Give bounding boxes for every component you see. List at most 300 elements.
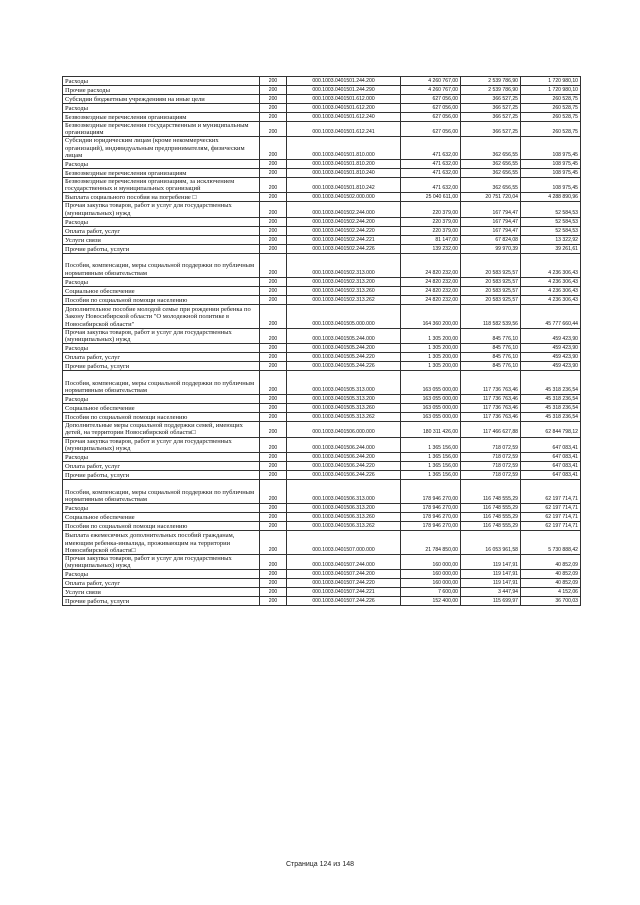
row-executed-cell: 362 656,55 [461, 160, 521, 169]
row-kv-cell: 200 [260, 95, 287, 104]
table-row [63, 178, 581, 193]
row-kv-cell: 200 [260, 462, 287, 471]
row-remaining-cell: 4 152,06 [521, 588, 581, 597]
row-executed-cell: 117 736 763,46 [461, 371, 521, 395]
row-code-cell: 000.1003.0401506.244.200 [287, 453, 401, 462]
row-assigned-cell: 4 260 767,00 [401, 86, 461, 95]
row-executed-cell: 718 072,59 [461, 462, 521, 471]
row-kv-cell: 200 [260, 362, 287, 371]
row-assigned-cell: 1 305 200,00 [401, 344, 461, 353]
row-assigned-cell: 471 632,00 [401, 169, 461, 178]
row-assigned-cell: 178 946 270,00 [401, 513, 461, 522]
row-executed-cell: 99 970,39 [461, 244, 521, 253]
row-assigned-cell: 220 379,00 [401, 217, 461, 226]
row-code-cell: 000.1003.0401505.244.200 [287, 344, 401, 353]
row-remaining-cell: 62 197 714,71 [521, 480, 581, 504]
row-assigned-cell: 471 632,00 [401, 137, 461, 160]
table-row [63, 504, 581, 513]
row-assigned-cell: 160 000,00 [401, 555, 461, 570]
row-name-cell: Услуги связи [63, 588, 260, 597]
row-code-cell: 000.1003.0401501.810.200 [287, 160, 401, 169]
row-kv-cell: 200 [260, 178, 287, 193]
row-executed-cell: 20 751 720,04 [461, 193, 521, 202]
row-executed-cell: 362 656,55 [461, 137, 521, 160]
row-remaining-cell: 108 975,45 [521, 169, 581, 178]
row-kv-cell: 200 [260, 295, 287, 304]
row-name-cell: Социальное обеспечение [63, 404, 260, 413]
row-kv-cell: 200 [260, 244, 287, 253]
row-remaining-cell: 52 584,53 [521, 217, 581, 226]
row-name-cell: Расходы [63, 395, 260, 404]
row-remaining-cell: 45 318 236,54 [521, 371, 581, 395]
row-name-cell: Расходы [63, 217, 260, 226]
row-executed-cell: 2 539 786,90 [461, 77, 521, 86]
row-code-cell: 000.1003.0401507.244.221 [287, 588, 401, 597]
row-executed-cell: 2 539 786,90 [461, 86, 521, 95]
table-row [63, 570, 581, 579]
row-remaining-cell: 45 318 236,54 [521, 404, 581, 413]
row-executed-cell: 20 583 925,57 [461, 295, 521, 304]
row-kv-cell: 200 [260, 531, 287, 555]
table-row [63, 362, 581, 371]
row-code-cell: 000.1003.0401501.810.240 [287, 169, 401, 178]
row-remaining-cell: 647 083,41 [521, 453, 581, 462]
row-executed-cell: 718 072,59 [461, 453, 521, 462]
row-executed-cell: 119 147,91 [461, 555, 521, 570]
row-kv-cell: 200 [260, 304, 287, 328]
row-assigned-cell: 178 946 270,00 [401, 504, 461, 513]
row-code-cell: 000.1003.0401505.244.226 [287, 362, 401, 371]
row-assigned-cell: 471 632,00 [401, 178, 461, 193]
table-row [63, 513, 581, 522]
table-row [63, 413, 581, 422]
table-row [63, 122, 581, 137]
row-name-cell: Безвозмездные перечисления организациям [63, 169, 260, 178]
row-assigned-cell: 627 056,00 [401, 113, 461, 122]
row-kv-cell: 200 [260, 353, 287, 362]
row-executed-cell: 718 072,59 [461, 437, 521, 452]
row-executed-cell: 116 748 555,29 [461, 504, 521, 513]
row-executed-cell: 16 053 961,58 [461, 531, 521, 555]
row-code-cell: 000.1003.0401502.000.000 [287, 193, 401, 202]
table-row [63, 95, 581, 104]
row-remaining-cell: 40 852,09 [521, 555, 581, 570]
row-executed-cell: 116 748 555,29 [461, 522, 521, 531]
table-row [63, 422, 581, 437]
row-kv-cell: 200 [260, 77, 287, 86]
row-executed-cell: 67 824,08 [461, 235, 521, 244]
row-executed-cell: 119 147,91 [461, 579, 521, 588]
row-remaining-cell: 4 236 306,43 [521, 277, 581, 286]
row-assigned-cell: 160 000,00 [401, 579, 461, 588]
page-number: Страница 124 из 148 [285, 861, 355, 868]
row-executed-cell: 117 736 763,46 [461, 395, 521, 404]
row-remaining-cell: 52 584,53 [521, 226, 581, 235]
row-remaining-cell: 260 528,75 [521, 104, 581, 113]
row-remaining-cell: 13 322,92 [521, 235, 581, 244]
table-row [63, 226, 581, 235]
row-executed-cell: 20 583 925,57 [461, 277, 521, 286]
row-name-cell: Пособия, компенсации, меры социальной поддержки по публичным нормативным обязательствам [63, 371, 260, 395]
report-page [62, 76, 580, 606]
table-row [63, 104, 581, 113]
row-code-cell: 000.1003.0401501.244.200 [287, 77, 401, 86]
row-code-cell: 000.1003.0401506.313.200 [287, 504, 401, 513]
row-assigned-cell: 1 365 156,00 [401, 453, 461, 462]
row-kv-cell: 200 [260, 277, 287, 286]
table-row [63, 344, 581, 353]
row-remaining-cell: 647 083,41 [521, 471, 581, 480]
row-executed-cell: 20 583 925,57 [461, 253, 521, 277]
row-executed-cell: 167 794,47 [461, 226, 521, 235]
row-remaining-cell: 459 423,90 [521, 362, 581, 371]
row-kv-cell: 200 [260, 235, 287, 244]
row-kv-cell: 200 [260, 395, 287, 404]
row-remaining-cell: 260 528,75 [521, 122, 581, 137]
row-assigned-cell: 24 820 232,00 [401, 253, 461, 277]
row-assigned-cell: 152 400,00 [401, 597, 461, 606]
row-assigned-cell: 24 820 232,00 [401, 295, 461, 304]
row-name-cell: Прочие работы, услуги [63, 471, 260, 480]
row-kv-cell: 200 [260, 413, 287, 422]
table-row [63, 579, 581, 588]
row-code-cell: 000.1003.0401505.313.200 [287, 395, 401, 404]
row-assigned-cell: 1 365 156,00 [401, 471, 461, 480]
row-kv-cell: 200 [260, 453, 287, 462]
row-name-cell: Расходы [63, 77, 260, 86]
table-row [63, 404, 581, 413]
row-code-cell: 000.1003.0401502.244.200 [287, 217, 401, 226]
row-remaining-cell: 1 720 980,10 [521, 86, 581, 95]
row-remaining-cell: 4 236 306,43 [521, 286, 581, 295]
row-assigned-cell: 24 820 232,00 [401, 277, 461, 286]
row-remaining-cell: 52 584,53 [521, 202, 581, 217]
table-row [63, 371, 581, 395]
row-executed-cell: 115 699,97 [461, 597, 521, 606]
row-kv-cell: 200 [260, 104, 287, 113]
row-assigned-cell: 627 056,00 [401, 104, 461, 113]
row-kv-cell: 200 [260, 217, 287, 226]
table-row [63, 137, 581, 160]
row-remaining-cell: 45 777 660,44 [521, 304, 581, 328]
row-code-cell: 000.1003.0401507.244.000 [287, 555, 401, 570]
row-code-cell: 000.1003.0401506.244.226 [287, 471, 401, 480]
table-row [63, 160, 581, 169]
row-code-cell: 000.1003.0401502.244.226 [287, 244, 401, 253]
row-remaining-cell: 647 083,41 [521, 462, 581, 471]
row-kv-cell: 200 [260, 504, 287, 513]
table-row [63, 193, 581, 202]
row-code-cell: 000.1003.0401505.000.000 [287, 304, 401, 328]
row-remaining-cell: 4 288 890,96 [521, 193, 581, 202]
row-kv-cell: 200 [260, 344, 287, 353]
row-executed-cell: 362 656,55 [461, 178, 521, 193]
table-row [63, 480, 581, 504]
row-executed-cell: 845 776,10 [461, 362, 521, 371]
row-kv-cell: 200 [260, 513, 287, 522]
row-remaining-cell: 108 975,45 [521, 178, 581, 193]
row-kv-cell: 200 [260, 570, 287, 579]
row-kv-cell: 200 [260, 253, 287, 277]
row-name-cell: Выплата ежемесячных дополнительных пособий гражданам, имеющим ребенка-инвалида, проживающим на территории Новосибирской области□ [63, 531, 260, 555]
row-executed-cell: 118 582 539,56 [461, 304, 521, 328]
row-name-cell: Безвозмездные перечисления организациям, за исключением государственных и муниципальных организаций [63, 178, 260, 193]
row-code-cell: 000.1003.0401501.810.000 [287, 137, 401, 160]
row-name-cell: Дополнительное пособие молодой семье при рождении ребенка по Закону Новосибирской области "О молодежной политике в Новосибирской области" [63, 304, 260, 328]
row-kv-cell: 200 [260, 588, 287, 597]
row-name-cell: Безвозмездные перечисления организациям [63, 113, 260, 122]
row-remaining-cell: 62 197 714,71 [521, 522, 581, 531]
table-row [63, 453, 581, 462]
row-name-cell: Прочие расходы [63, 86, 260, 95]
row-name-cell: Расходы [63, 160, 260, 169]
table-row [63, 462, 581, 471]
row-executed-cell: 117 736 763,46 [461, 413, 521, 422]
row-kv-cell: 200 [260, 404, 287, 413]
row-kv-cell: 200 [260, 113, 287, 122]
row-remaining-cell: 459 423,90 [521, 353, 581, 362]
row-assigned-cell: 24 820 232,00 [401, 286, 461, 295]
table-row [63, 304, 581, 328]
row-code-cell: 000.1003.0401505.244.220 [287, 353, 401, 362]
row-remaining-cell: 62 197 714,71 [521, 513, 581, 522]
row-kv-cell: 200 [260, 160, 287, 169]
table-row [63, 522, 581, 531]
row-executed-cell: 116 748 555,29 [461, 480, 521, 504]
row-name-cell: Расходы [63, 570, 260, 579]
row-name-cell: Пособия по социальной помощи населению [63, 522, 260, 531]
row-code-cell: 000.1003.0401501.244.290 [287, 86, 401, 95]
row-assigned-cell: 81 147,00 [401, 235, 461, 244]
row-code-cell: 000.1003.0401502.244.000 [287, 202, 401, 217]
table-row [63, 588, 581, 597]
row-executed-cell: 366 527,25 [461, 104, 521, 113]
row-assigned-cell: 627 056,00 [401, 122, 461, 137]
row-name-cell: Выплата социального пособия на погребение □ [63, 193, 260, 202]
row-assigned-cell: 25 040 611,00 [401, 193, 461, 202]
table-row [63, 437, 581, 452]
row-assigned-cell: 4 260 767,00 [401, 77, 461, 86]
row-kv-cell: 200 [260, 137, 287, 160]
table-row [63, 202, 581, 217]
row-assigned-cell: 180 311 426,00 [401, 422, 461, 437]
row-kv-cell: 200 [260, 579, 287, 588]
row-name-cell: Пособия, компенсации, меры социальной поддержки по публичным нормативным обязательствам [63, 253, 260, 277]
row-remaining-cell: 459 423,90 [521, 328, 581, 343]
row-code-cell: 000.1003.0401501.612.240 [287, 113, 401, 122]
row-kv-cell: 200 [260, 286, 287, 295]
row-kv-cell: 200 [260, 202, 287, 217]
row-remaining-cell: 62 844 798,12 [521, 422, 581, 437]
row-remaining-cell: 647 083,41 [521, 437, 581, 452]
table-row [63, 253, 581, 277]
row-code-cell: 000.1003.0401505.244.000 [287, 328, 401, 343]
row-executed-cell: 845 776,10 [461, 353, 521, 362]
row-code-cell: 000.1003.0401506.313.000 [287, 480, 401, 504]
row-remaining-cell: 5 730 888,42 [521, 531, 581, 555]
row-assigned-cell: 139 232,00 [401, 244, 461, 253]
row-assigned-cell: 21 784 850,00 [401, 531, 461, 555]
row-remaining-cell: 1 720 980,10 [521, 77, 581, 86]
row-remaining-cell: 260 528,75 [521, 113, 581, 122]
row-executed-cell: 20 583 925,57 [461, 286, 521, 295]
row-executed-cell: 362 656,55 [461, 169, 521, 178]
row-kv-cell: 200 [260, 226, 287, 235]
row-assigned-cell: 471 632,00 [401, 160, 461, 169]
row-name-cell: Субсидии юридическим лицам (кроме некоммерческих организаций), индивидуальным предпринимателям, физическим лицам [63, 137, 260, 160]
row-executed-cell: 718 072,59 [461, 471, 521, 480]
row-remaining-cell: 108 975,45 [521, 160, 581, 169]
row-executed-cell: 366 527,25 [461, 122, 521, 137]
table-row [63, 597, 581, 606]
row-name-cell: Оплата работ, услуг [63, 353, 260, 362]
table-row [63, 395, 581, 404]
row-code-cell: 000.1003.0401506.000.000 [287, 422, 401, 437]
row-name-cell: Расходы [63, 453, 260, 462]
row-remaining-cell: 40 852,09 [521, 570, 581, 579]
row-executed-cell: 3 447,94 [461, 588, 521, 597]
row-remaining-cell: 4 236 306,43 [521, 253, 581, 277]
row-kv-cell: 200 [260, 480, 287, 504]
row-assigned-cell: 164 360 200,00 [401, 304, 461, 328]
row-code-cell: 000.1003.0401506.244.220 [287, 462, 401, 471]
row-remaining-cell: 45 318 236,54 [521, 395, 581, 404]
row-name-cell: Расходы [63, 504, 260, 513]
row-kv-cell: 200 [260, 555, 287, 570]
row-executed-cell: 366 527,25 [461, 113, 521, 122]
row-remaining-cell: 4 236 306,43 [521, 295, 581, 304]
row-kv-cell: 200 [260, 169, 287, 178]
row-assigned-cell: 163 055 000,00 [401, 404, 461, 413]
row-executed-cell: 366 527,25 [461, 95, 521, 104]
table-row [63, 217, 581, 226]
row-name-cell: Пособия по социальной помощи населению [63, 413, 260, 422]
table-row [63, 277, 581, 286]
row-code-cell: 000.1003.0401506.313.262 [287, 522, 401, 531]
row-executed-cell: 845 776,10 [461, 328, 521, 343]
row-assigned-cell: 7 600,00 [401, 588, 461, 597]
row-kv-cell: 200 [260, 471, 287, 480]
row-assigned-cell: 178 946 270,00 [401, 480, 461, 504]
row-code-cell: 000.1003.0401501.612.241 [287, 122, 401, 137]
row-code-cell: 000.1003.0401507.000.000 [287, 531, 401, 555]
row-executed-cell: 167 794,47 [461, 217, 521, 226]
row-name-cell: Прочая закупка товаров, работ и услуг для государственных (муниципальных) нужд [63, 328, 260, 343]
row-code-cell: 000.1003.0401505.313.000 [287, 371, 401, 395]
row-code-cell: 000.1003.0401502.313.200 [287, 277, 401, 286]
row-name-cell: Социальное обеспечение [63, 286, 260, 295]
row-executed-cell: 116 748 555,29 [461, 513, 521, 522]
table-row [63, 353, 581, 362]
table-row [63, 471, 581, 480]
row-remaining-cell: 459 423,90 [521, 344, 581, 353]
row-remaining-cell: 108 975,45 [521, 137, 581, 160]
row-code-cell: 000.1003.0401507.244.226 [287, 597, 401, 606]
row-name-cell: Прочие работы, услуги [63, 244, 260, 253]
row-name-cell: Безвозмездные перечисления государственным и муниципальным организациям [63, 122, 260, 137]
row-name-cell: Субсидии бюджетным учреждениям на иные цели [63, 95, 260, 104]
row-executed-cell: 117 466 627,88 [461, 422, 521, 437]
row-assigned-cell: 163 055 000,00 [401, 413, 461, 422]
row-name-cell: Дополнительные меры социальной поддержки семей, имеющих детей, на территории Новосибирской области□ [63, 422, 260, 437]
row-executed-cell: 117 736 763,46 [461, 404, 521, 413]
table-row [63, 169, 581, 178]
row-code-cell: 000.1003.0401502.313.262 [287, 295, 401, 304]
row-kv-cell: 200 [260, 371, 287, 395]
budget-execution-table [62, 76, 581, 606]
row-code-cell: 000.1003.0401506.313.260 [287, 513, 401, 522]
row-executed-cell: 119 147,91 [461, 570, 521, 579]
row-name-cell: Оплата работ, услуг [63, 462, 260, 471]
row-name-cell: Расходы [63, 104, 260, 113]
row-code-cell: 000.1003.0401501.810.242 [287, 178, 401, 193]
row-code-cell: 000.1003.0401501.612.000 [287, 95, 401, 104]
row-name-cell: Прочая закупка товаров, работ и услуг для государственных (муниципальных) нужд [63, 202, 260, 217]
row-assigned-cell: 1 305 200,00 [401, 362, 461, 371]
table-body [63, 77, 581, 606]
table-row [63, 286, 581, 295]
row-code-cell: 000.1003.0401507.244.220 [287, 579, 401, 588]
row-name-cell: Расходы [63, 277, 260, 286]
table-row [63, 86, 581, 95]
row-name-cell: Расходы [63, 344, 260, 353]
table-row [63, 555, 581, 570]
table-row [63, 328, 581, 343]
row-kv-cell: 200 [260, 86, 287, 95]
table-row [63, 295, 581, 304]
row-assigned-cell: 220 379,00 [401, 202, 461, 217]
row-code-cell: 000.1003.0401501.612.200 [287, 104, 401, 113]
row-assigned-cell: 1 305 200,00 [401, 353, 461, 362]
row-name-cell: Пособия, компенсации, меры социальной поддержки по публичным нормативным обязательствам [63, 480, 260, 504]
row-code-cell: 000.1003.0401507.244.200 [287, 570, 401, 579]
row-assigned-cell: 163 055 000,00 [401, 371, 461, 395]
row-remaining-cell: 62 197 714,71 [521, 504, 581, 513]
row-kv-cell: 200 [260, 122, 287, 137]
row-remaining-cell: 260 528,75 [521, 95, 581, 104]
row-kv-cell: 200 [260, 522, 287, 531]
row-assigned-cell: 627 056,00 [401, 95, 461, 104]
row-code-cell: 000.1003.0401502.244.221 [287, 235, 401, 244]
row-assigned-cell: 160 000,00 [401, 570, 461, 579]
table-row [63, 531, 581, 555]
row-assigned-cell: 178 946 270,00 [401, 522, 461, 531]
row-kv-cell: 200 [260, 422, 287, 437]
row-code-cell: 000.1003.0401502.313.000 [287, 253, 401, 277]
row-remaining-cell: 36 700,03 [521, 597, 581, 606]
row-code-cell: 000.1003.0401505.313.260 [287, 404, 401, 413]
row-remaining-cell: 40 852,09 [521, 579, 581, 588]
row-remaining-cell: 45 318 236,54 [521, 413, 581, 422]
row-name-cell: Социальное обеспечение [63, 513, 260, 522]
row-assigned-cell: 220 379,00 [401, 226, 461, 235]
row-name-cell: Оплата работ, услуг [63, 226, 260, 235]
row-code-cell: 000.1003.0401505.313.262 [287, 413, 401, 422]
row-assigned-cell: 1 365 156,00 [401, 437, 461, 452]
row-name-cell: Прочие работы, услуги [63, 362, 260, 371]
row-kv-cell: 200 [260, 328, 287, 343]
table-row [63, 244, 581, 253]
table-row [63, 235, 581, 244]
row-assigned-cell: 1 305 200,00 [401, 328, 461, 343]
row-code-cell: 000.1003.0401506.244.000 [287, 437, 401, 452]
row-name-cell: Прочие работы, услуги [63, 597, 260, 606]
row-executed-cell: 845 776,10 [461, 344, 521, 353]
table-row [63, 77, 581, 86]
row-assigned-cell: 1 365 156,00 [401, 462, 461, 471]
row-name-cell: Услуги связи [63, 235, 260, 244]
row-name-cell: Оплата работ, услуг [63, 579, 260, 588]
